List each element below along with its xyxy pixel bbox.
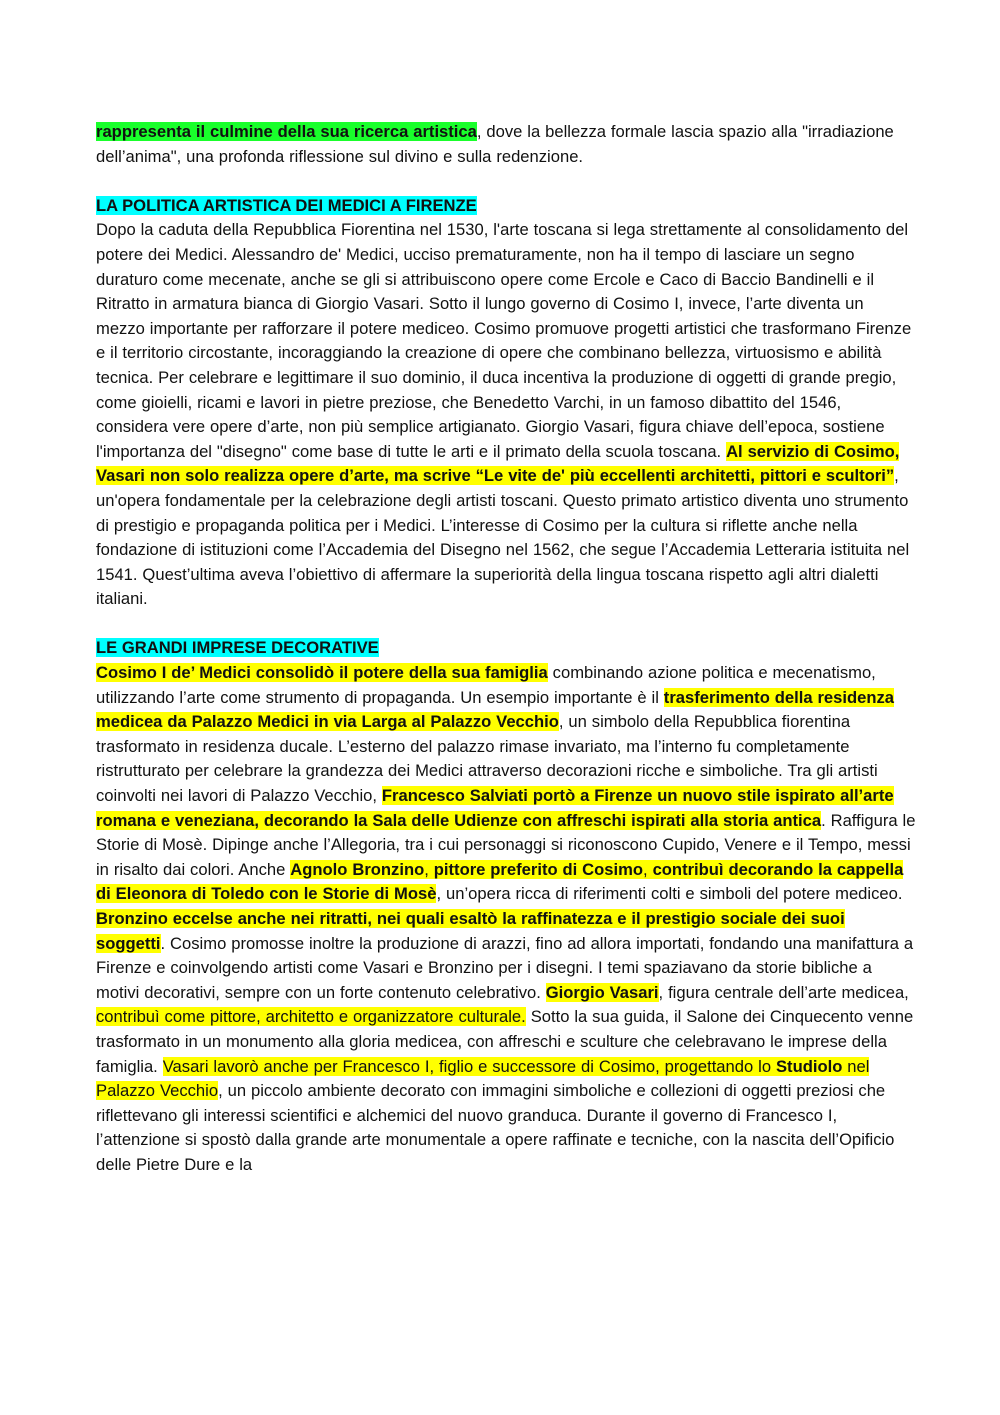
imprese-text: , figura centrale dell’arte medicea, bbox=[658, 982, 909, 1002]
yellow-highlight-studiolo: Vasari lavorò anche per Francesco I, figlio e successore di Cosimo, progettando lo Studiolo nel Palazzo Vecchio bbox=[96, 1056, 870, 1101]
yellow-highlight-vasari-role: contribuì come pittore, architetto e organizzatore culturale. bbox=[96, 1007, 526, 1027]
imprese-paragraph bbox=[96, 661, 916, 1177]
imprese-text: Sotto la sua guida, il Salone dei Cinquecento venne trasformato in un monumento alla gloria medicea, con affreschi e sculture che celebravano le imprese della famiglia. bbox=[96, 1007, 914, 1076]
imprese-text: . Cosimo promosse inoltre la produzione di arazzi, fino ad allora importati, fondando una manifattura a Firenze e coinvolgendo artisti come Vasari e Bronzino per i disegni. I temi spaziavano da storie bibliche a motivi decorativi, sempre con un forte contenuto celebrativo. bbox=[96, 933, 914, 1002]
spacer bbox=[96, 169, 916, 194]
imprese-text: , un piccolo ambiente decorato con immagini simboliche e collezioni di oggetti preziosi che riflettevano gli interessi scientifici e alchemici del nuovo granduca. Durante il governo di Francesco I, l’attenzione si spostò dalla grande arte monumentale a opere raffinate e tecniche, con la nascita dell’Opificio delle Pietre Dure e la bbox=[96, 1081, 895, 1174]
yellow-highlight-trasferimento: trasferimento della residenza medicea da Palazzo Medici in via Larga al Palazzo Vecchio bbox=[96, 687, 895, 732]
intro-text: , dove la bellezza formale lascia spazio alla "irradiazione dell’anima", una profonda riflessione sul divino e sulla redenzione. bbox=[96, 122, 894, 166]
yellow-highlight-vasari-vite: Al servizio di Cosimo, Vasari non solo realizza opere d’arte, ma scrive “Le vite de' più eccellenti architetti, pittori e scultori” bbox=[96, 441, 900, 486]
yellow-highlight-salviati: Francesco Salviati portò a Firenze un nuovo stile ispirato all’arte romana e veneziana, decorando la Sala delle Udienze con affreschi ispirati alla storia antica bbox=[96, 786, 894, 830]
section-heading-politica bbox=[96, 194, 916, 219]
politica-text-continued: , un'opera fondamentale per la celebrazione degli artisti toscani. Questo primato artistico diventa uno strumento di prestigio e propaganda politica per i Medici. L’interesse di Cosimo per la cultura si riflette anche nella fondazione di istituzioni come l’Accademia del Disegno nel 1562, che segue l’Accademia Letteraria istituita nel 1541. Quest’ultima aveva l’obiettivo di affermare la superiorità della lingua toscana rispetto agli altri dialetti italiani. bbox=[96, 466, 910, 609]
section-heading-imprese bbox=[96, 636, 916, 661]
yellow-highlight-vasari-name: Giorgio Vasari bbox=[545, 982, 659, 1002]
yellow-highlight-ritratti: Bronzino eccelse anche nei ritratti, nei quali esaltò la raffinatezza e il prestigio sociale dei suoi soggetti bbox=[96, 909, 845, 953]
green-highlight-phrase: rappresenta il culmine della sua ricerca artistica bbox=[96, 122, 477, 141]
spacer bbox=[96, 612, 916, 637]
heading-politica-text: LA POLITICA ARTISTICA DEI MEDICI A FIRENZE bbox=[96, 195, 477, 215]
politica-paragraph bbox=[96, 218, 916, 612]
page-content bbox=[96, 120, 916, 1178]
imprese-text: . Raffigura le Storie di Mosè. Dipinge anche l’Allegoria, tra i cui personaggi si riconoscono Cupido, Venere e il Tempo, messi in risalto dai colori. Anche bbox=[96, 810, 916, 879]
heading-imprese-text: LE GRANDI IMPRESE DECORATIVE bbox=[96, 638, 379, 658]
imprese-text: , un’opera ricca di riferimenti colti e simboli del potere mediceo. bbox=[436, 884, 903, 904]
intro-paragraph bbox=[96, 120, 916, 169]
imprese-text: , un simbolo della Repubblica fiorentina trasformato in residenza ducale. L’esterno del palazzo rimase invariato, ma l’interno fu completamente ristrutturato per celebrare la grandezza dei Medici attraverso decorazioni ricche e simboliche. Tra gli artisti coinvolti nei lavori di Palazzo Vecchio, bbox=[96, 712, 878, 806]
politica-text: Dopo la caduta della Repubblica Fiorentina nel 1530, l'arte toscana si lega strettamente al consolidamento del potere dei Medici. Alessandro de' Medici, ucciso prematuramente, non ha il tempo di lasciare un segno duraturo come mecenate, anche se gli si attribuiscono opere come Ercole e Caco di Baccio Bandinelli e il Ritratto in armatura bianca di Giorgio Vasari. Sotto il lungo governo di Cosimo I, invece, l’arte diventa un mezzo importante per rafforzare il potere mediceo. Cosimo promuove progetti artistici che trasformano Firenze e il territorio circostante, incoraggiando la creazione di opere che combinano bellezza, virtuosismo e abilità tecnica. Per celebrare e legittimare il suo dominio, il duca incentiva la produzione di oggetti di grande pregio, come gioielli, ricami e lavori in pietre preziose, che Benedetto Varchi, in un famoso dibattito del 1546, considera vere opere d’arte, non più semplice artigianato. Giorgio Vasari, figura chiave dell’epoca, sostiene l'importanza del "disegno" come base di tutte le arti e il primato della scuola toscana. bbox=[96, 220, 912, 461]
imprese-text: combinando azione politica e mecenatismo, utilizzando l’arte come strumento di propaganda. Un esempio importante è il bbox=[96, 663, 876, 707]
yellow-highlight-cosimo: Cosimo I de’ Medici consolidò il potere della sua famiglia bbox=[96, 663, 548, 683]
yellow-highlight-bronzino: Agnolo Bronzino, pittore preferito di Cosimo, contribuì decorando la cappella di Eleonora di Toledo con le Storie di Mosè bbox=[96, 859, 904, 904]
